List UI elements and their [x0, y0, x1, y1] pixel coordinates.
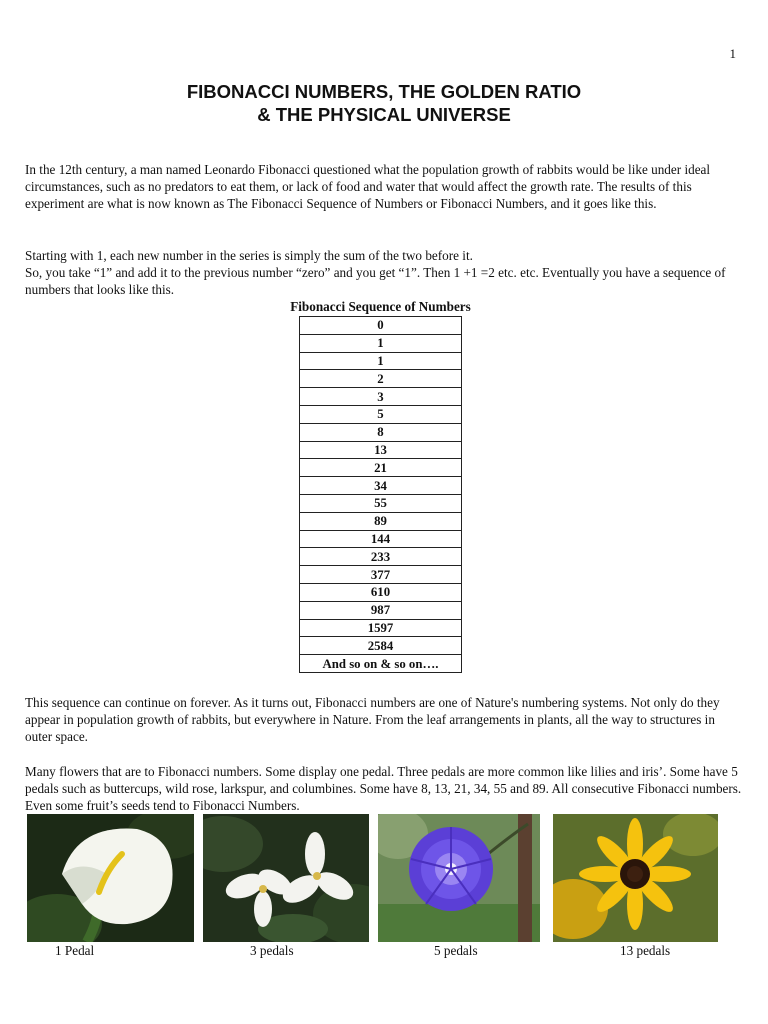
table-cell: 144 [300, 530, 462, 548]
table-cell: 5 [300, 405, 462, 423]
document-title [0, 80, 768, 126]
explanation-line-2: So, you take “1” and add it to the previous number “zero” and you get “1”. Then 1 +1 =2 etc. etc. Eventually you have a sequence of numbers that looks like this. [25, 265, 726, 298]
table-row [300, 619, 462, 637]
table-cell: 610 [300, 583, 462, 601]
caption-5-pedals: 5 pedals [434, 943, 478, 958]
table-cell: 1597 [300, 619, 462, 637]
table-cell: 377 [300, 566, 462, 584]
table-cell: 0 [300, 317, 462, 335]
table-row [300, 441, 462, 459]
flowers-paragraph: Many flowers that are to Fibonacci numbers. Some display one pedal. Three pedals are more common like lilies and iris’. Some have 5 pedals such as buttercups, wild rose, larkspur, and columbines. Some have 8, 13, 21, 34, 55 and 89. All consecutive Fibonacci numbers. Even some fruit’s seeds tend to Fibonacci Numbers. [25, 764, 742, 814]
trillium-photo [203, 814, 369, 942]
title-line-2: & THE PHYSICAL UNIVERSE [257, 104, 511, 125]
table-cell: 987 [300, 601, 462, 619]
table-row [300, 655, 462, 673]
caption-1-pedal: 1 Pedal [55, 943, 95, 958]
table-row [300, 512, 462, 530]
table-row [300, 530, 462, 548]
table-row [300, 477, 462, 495]
table-cell: 233 [300, 548, 462, 566]
table-row [300, 583, 462, 601]
table-row [300, 494, 462, 512]
table-row [300, 405, 462, 423]
title-line-1: FIBONACCI NUMBERS, THE GOLDEN RATIO [186, 81, 582, 102]
table-row [300, 423, 462, 441]
caption-13-pedals: 13 pedals [620, 943, 671, 958]
table-row [300, 317, 462, 335]
table-cell: 2 [300, 370, 462, 388]
table-cell: And so on & so on…. [300, 655, 462, 673]
table-cell: 34 [300, 477, 462, 495]
table-row [300, 548, 462, 566]
table-row [300, 370, 462, 388]
table-cell: 8 [300, 423, 462, 441]
caption-3-pedals: 3 pedals [250, 943, 294, 958]
table-caption: Fibonacci Sequence of Numbers [290, 299, 471, 314]
black-eyed-susan-photo [553, 814, 718, 942]
intro-paragraph: In the 12th century, a man named Leonardo Fibonacci questioned what the population growth of rabbits would be like under ideal circumstances, such as no predators to eat them, or lack of food and water that would affect the growth rate. The results of this experiment are what is now known as The Fibonacci Sequence of Numbers or Fibonacci Numbers, and it goes like this. [25, 162, 711, 212]
table-cell: 21 [300, 459, 462, 477]
table-row [300, 459, 462, 477]
nature-paragraph: This sequence can continue on forever. As it turns out, Fibonacci numbers are one of Nature's numbering systems. Not only do they appear in population growth of rabbits, but everywhere in Nature. From the leaf arrangements in plants, all the way to structures in outer space. [25, 695, 720, 745]
page-number: 1 [729, 46, 736, 61]
fibonacci-table [299, 316, 462, 673]
calla-lily-photo [27, 814, 194, 942]
table-cell: 2584 [300, 637, 462, 655]
table-cell: 89 [300, 512, 462, 530]
table-row [300, 334, 462, 352]
table-row [300, 637, 462, 655]
table-row [300, 388, 462, 406]
table-cell: 55 [300, 494, 462, 512]
table-cell: 3 [300, 388, 462, 406]
table-row [300, 566, 462, 584]
explanation-line-1: Starting with 1, each new number in the series is simply the sum of the two before it. [25, 248, 473, 263]
table-cell: 13 [300, 441, 462, 459]
sequence-explanation [25, 247, 743, 299]
table-row [300, 352, 462, 370]
morning-glory-photo [378, 814, 540, 942]
table-cell: 1 [300, 334, 462, 352]
table-row [300, 601, 462, 619]
table-cell: 1 [300, 352, 462, 370]
